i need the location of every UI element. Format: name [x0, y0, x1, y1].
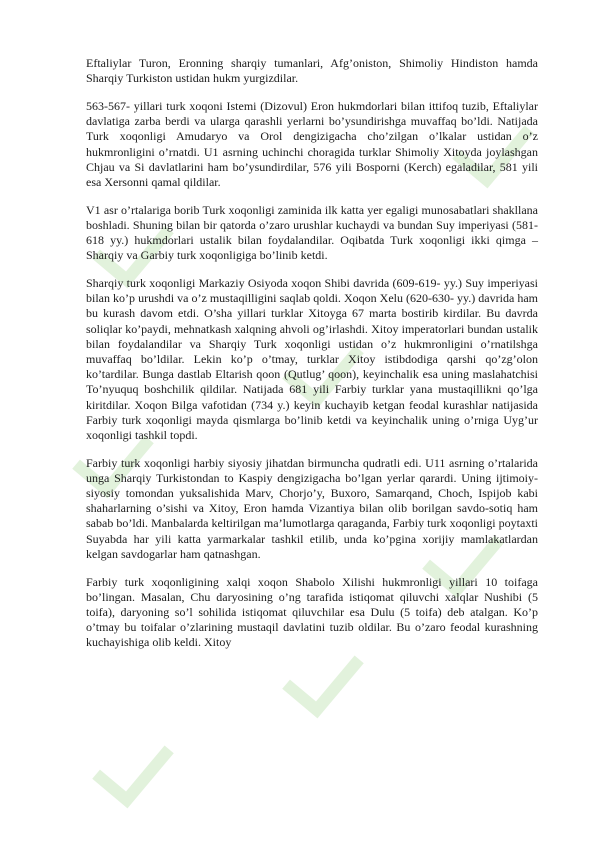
paragraph: Farbiy turk xoqonligi harbiy siyosiy jihatdan birmuncha qudratli edi. U11 asrning o’rtalarida unga Sharqiy Turkistondan to Kaspiy dengizigacha bo’lgan yerlar qarardi. Uning ijtimoiy-siyosiy tomondan yuksalishida Marv, Chorjo’y, Buxoro, Samarqand, Choch, Ispijob kabi shaharlarning o’sishi va Xitoy, Eron hamda Vizantiya bilan olib borilgan savdo-sotiq ham sabab bo’ldi. Manbalarda keltirilgan ma’lumotlarga qaraganda, Farbiy turk xoqonligi poytaxti Suyabda har yili katta yarmarkalar tashkil etilib, unda ko’pgina xorijiy mamlakatlardan kelgan savdogarlar ham qatnashgan.	[86, 455, 538, 561]
paragraph: Farbiy turk xoqonligining xalqi xoqon Shabolo Xilishi hukmronligi yillari 10 toifaga bo’lingan. Masalan, Chu daryosining o’ng tarafida istiqomat qiluvchi xalqlar Nushibi (5 toifa), daryoning so’l sohilida istiqomat qiluvchilar esa Dulu (5 toifa) deb atalgan. Ko’p o’tmay bu toifalar o’zlarining mustaqil davlatini tuzib oldilar. Bu o’zaro feodal kurashning kuchayishiga olib keldi. Xitoy	[86, 574, 538, 650]
paragraph: 563-567- yillari turk xoqoni Istemi (Dizovul) Eron hukmdorlari bilan ittifoq tuzib, Eftaliylar davlatiga zarba berdi va ularga qarashli yerlarni bo’ysundirishga muvaffaq bo’ldi. Natijada Turk xoqonligi Amudaryo va Orol dengizigacha cho’zilgan o’lkalar ustidan o’z hukmronligini o’rnatdi. U1 asrning uchinchi choragida turklar Shimoliy Xitoyda joylashgan Chjau va Si davlatlarini ham bo’ysundirdilar, 576 yili Bosporni (Kerch) egaladilar, 581 yili esa Xersonni qamal qildilar.	[86, 98, 538, 189]
document-body	[86, 56, 538, 663]
paragraph: V1 asr o’rtalariga borib Turk xoqonligi zaminida ilk katta yer egaligi munosabatlari shakllana boshladi. Shuning bilan bir qatorda o’zaro urushlar kuchaydi va bundan Suy imperiyasi (581-618 yy.) hukmdorlari ustalik bilan foydalandilar. Oqibatda Turk xoqonligi ikki qimga – Sharqiy va Garbiy turk xoqonligiga bo’linib ketdi.	[86, 202, 538, 263]
paragraph: Eftaliylar Turon, Eronning sharqiy tumanlari, Afg’oniston, Shimoliy Hindiston hamda Sharqiy Turkiston ustidan hukm yurgizdilar.	[86, 56, 538, 86]
watermark-check-mark	[92, 724, 174, 809]
paragraph: Sharqiy turk xoqonligi Markaziy Osiyoda xoqon Shibi davrida (609-619- yy.) Suy imperiyasi bilan ko’p urushdi va o’z mustaqilligini saqlab qoldi. Xoqon Xelu (620-630- yy.) davrida ham bu kurash davom etdi. O’sha yillari turklar Xitoyga 67 marta bostirib kirdilar. Bu davrda soliqlar ko’paydi, mehnatkash xalqning ahvoli og’irlashdi. Xitoy imperatorlari bundan ustalik bilan foydalandilar va Sharqiy Turk xoqonligi ustidan o’z hukmronligini o’rnatilshga muvaffaq bo’ldilar. Lekin ko’p o’tmay, turklar Xitoy istibdodiga qarshi qo’zg’olon ko’tardilar. Bunga dastlab Eltarish qoon (Qutlug’ qoon), keyinchalik esa uning maslahatchisi To’nyuquq boshchilik qildilar. Natijada 681 yili Farbiy turklar yana mustaqillikni qo’lga kiritdilar. Xoqon Bilga vafotidan (734 y.) keyin kuchayib ketgan feodal kurashlar natijasida Farbiy turk xoqonligi mayda qismlarga bo’linib ketdi va keyinchalik uning o’rniga Uyg’ur xoqonligi tashkil topdi.	[86, 275, 538, 442]
